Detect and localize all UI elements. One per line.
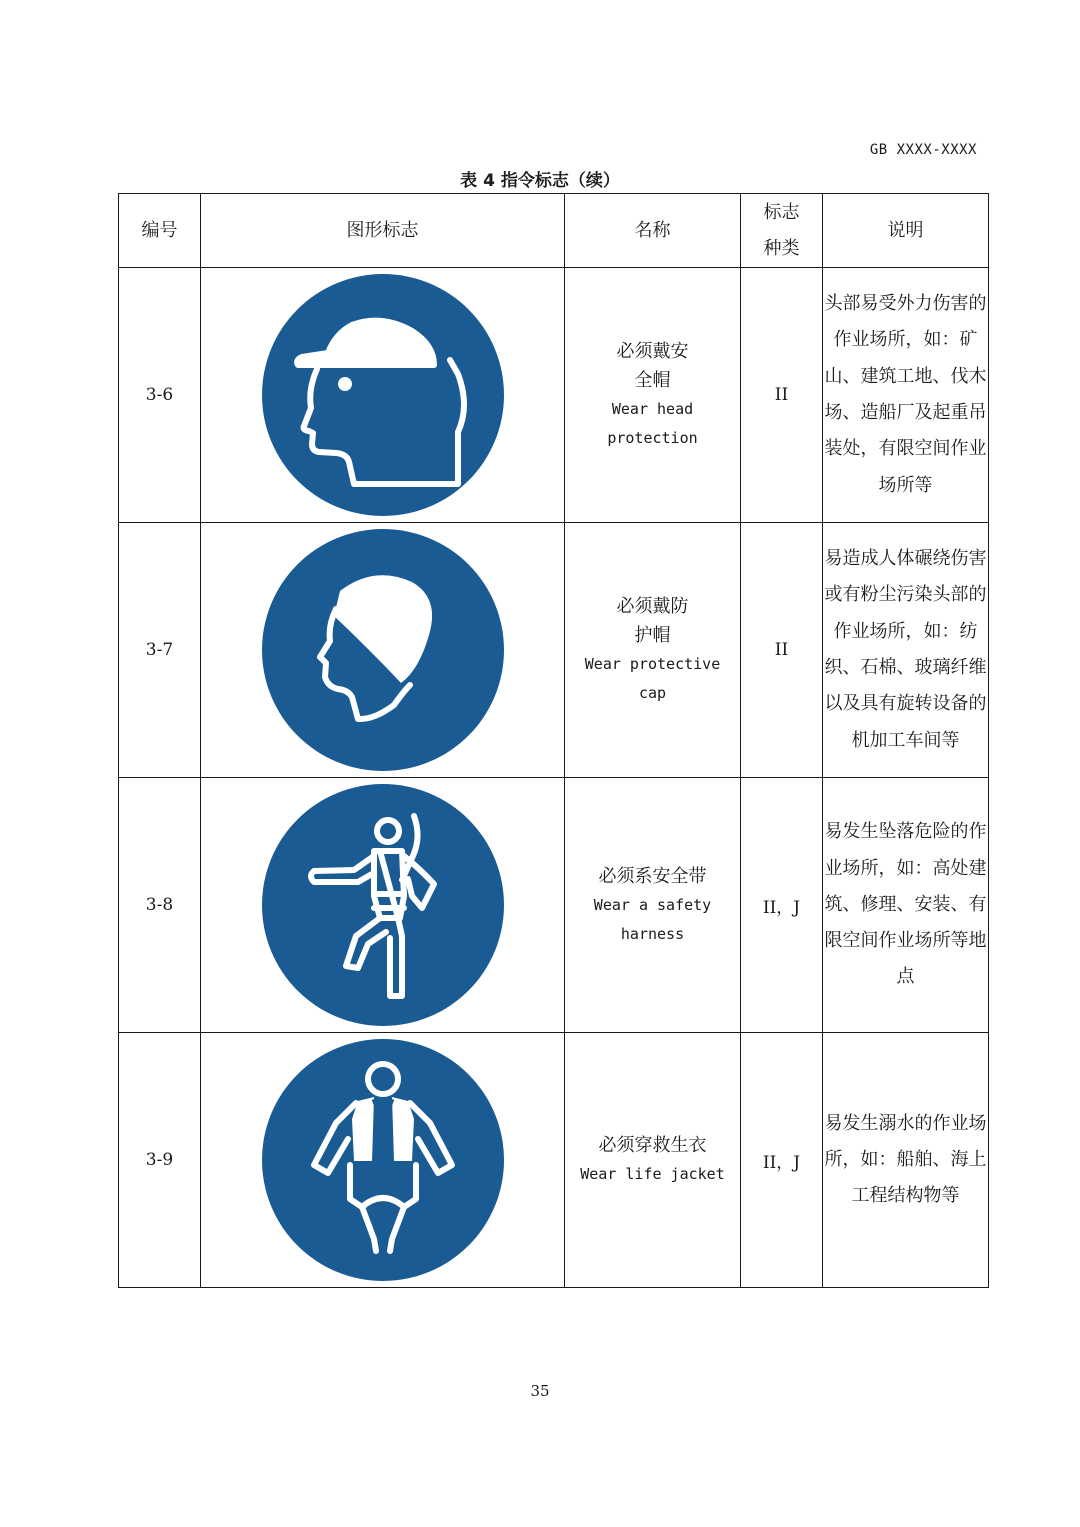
sign-name-cell: [565, 778, 741, 1033]
sign-name-cell: [565, 523, 741, 778]
protective-cap-icon: [262, 529, 504, 771]
table-row: [119, 268, 989, 523]
column-header-number: 编号: [119, 194, 201, 268]
sign-graphic-cell: [201, 268, 565, 523]
sign-category: II，J: [741, 1033, 823, 1288]
sign-name-en: Wear protective cap: [584, 655, 721, 702]
page-number: 35: [530, 1382, 550, 1400]
sign-number: 3-7: [119, 523, 201, 778]
safety-harness-icon: [262, 784, 504, 1026]
sign-name-en: Wear life jacket: [580, 1165, 725, 1183]
sign-category: II: [741, 268, 823, 523]
sign-name-zh: 必须穿救生衣: [598, 1135, 707, 1156]
sign-description: 易发生坠落危险的作业场所，如：高处建筑、修理、安装、有限空间作业场所等地点: [823, 778, 989, 1033]
sign-description: 易发生溺水的作业场所，如：船舶、海上工程结构物等: [823, 1033, 989, 1288]
sign-description: 头部易受外力伤害的作业场所，如：矿山、建筑工地、伐木场、造船厂及起重吊装处，有限空间作业场所等: [823, 268, 989, 523]
table-caption: 表 4 指令标志（续）: [460, 171, 620, 191]
column-header-description: 说明: [823, 194, 989, 268]
table-row: [119, 1033, 989, 1288]
column-header-graphic: 图形标志: [201, 194, 565, 268]
sign-number: 3-9: [119, 1033, 201, 1288]
table-row: [119, 778, 989, 1033]
sign-name-zh: 必须戴安 全帽: [616, 341, 689, 391]
sign-description: 易造成人体碾绕伤害或有粉尘污染头部的作业场所，如：纺织、石棉、玻璃纤维以及具有旋转设备的机加工车间等: [823, 523, 989, 778]
sign-name-zh: 必须系安全带: [598, 865, 707, 887]
sign-category: II: [741, 523, 823, 778]
mandatory-signs-table: [118, 193, 989, 1288]
column-header-category-line1: 标志: [763, 201, 800, 223]
sign-name-cell: [565, 268, 741, 523]
table-row: [119, 523, 989, 778]
column-header-name: 名称: [565, 194, 741, 268]
sign-name-en: Wear head protection: [607, 400, 698, 447]
sign-number: 3-8: [119, 778, 201, 1033]
sign-name-en: Wear a safety harness: [593, 895, 712, 943]
standard-code: GB XXXX-XXXX: [869, 142, 977, 158]
sign-number: 3-6: [119, 268, 201, 523]
life-jacket-icon: [262, 1039, 504, 1281]
sign-graphic-cell: [201, 523, 565, 778]
sign-category: II，J: [741, 778, 823, 1033]
sign-name-cell: [565, 1033, 741, 1288]
hard-hat-icon: [262, 274, 504, 516]
table-header-row: [119, 194, 989, 268]
sign-graphic-cell: [201, 1033, 565, 1288]
column-header-category: [741, 194, 823, 268]
sign-name-zh: 必须戴防 护帽: [616, 596, 689, 646]
sign-graphic-cell: [201, 778, 565, 1033]
column-header-category-line2: 种类: [763, 237, 800, 259]
